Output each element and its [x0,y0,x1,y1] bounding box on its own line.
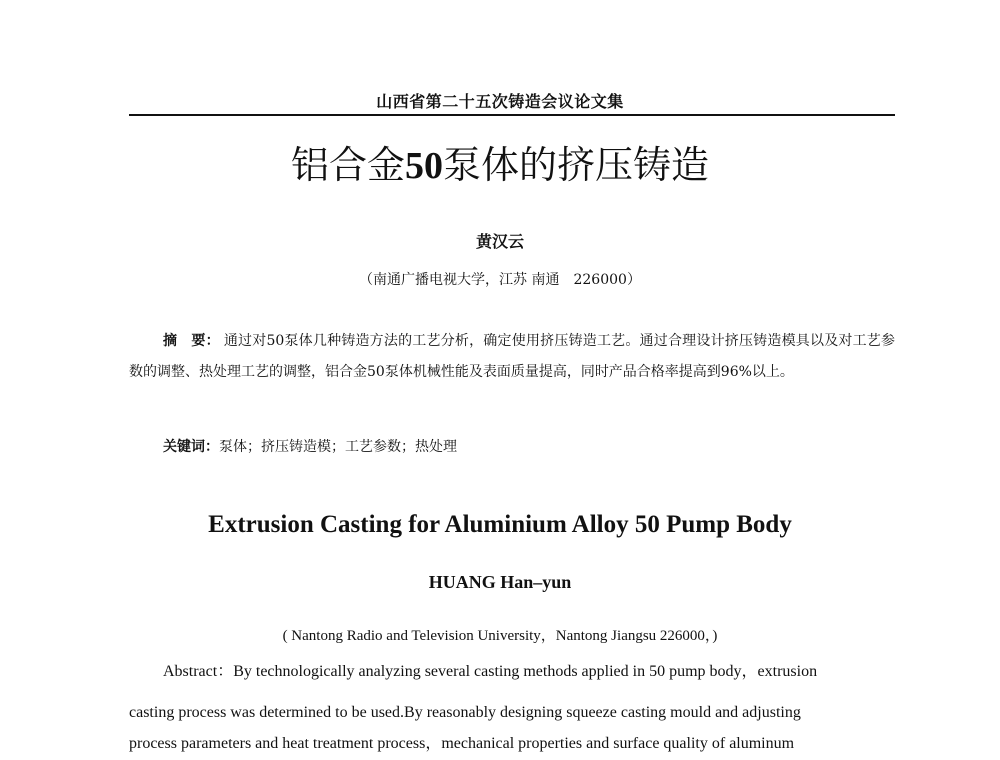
english-abstract [129,656,895,759]
chinese-title-part-1: 铝合金 [290,143,405,187]
english-abstract-line: casting process was determined to be used.By reasonably designing squeeze casting mould and adjusting [129,704,801,721]
chinese-abstract-label: 摘 要： [163,333,220,349]
english-abstract-line: process parameters and heat treatment process，mechanical properties and surface quality of aluminum [129,735,795,752]
header-rule [129,114,895,116]
running-header: 山西省第二十五次铸造会议论文集 [376,92,624,111]
chinese-title-part-2: 泵体的挤压铸造 [443,143,710,187]
english-affiliation: ( Nantong Radio and Television University，Nantong Jiangsu 226000，) [282,628,718,644]
chinese-title [0,141,1000,190]
english-abstract-line: Abstract：By technologically analyzing several casting methods applied in 50 pump body，extrusion [163,663,818,680]
chinese-author: 黄汉云 [475,232,524,251]
chinese-keywords-text: 泵体；挤压铸造模；工艺参数；热处理 [219,439,457,455]
chinese-affiliation: （南通广播电视大学，江苏 南通 226000） [359,272,641,288]
chinese-keywords-label: 关键词： [163,439,219,455]
chinese-keywords [163,436,895,456]
english-title: Extrusion Casting for Aluminium Alloy 50 Pump Body [208,511,792,538]
chinese-title-number: 50 [405,145,443,187]
chinese-abstract-text: 通过对50泵体几种铸造方法的工艺分析，确定使用挤压铸造工艺。通过合理设计挤压铸造模具以及对工艺参数的调整、热处理工艺的调整，铝合金50泵体机械性能及表面质量提高，同时产品合格率提高到96%以上。 [129,333,896,380]
chinese-abstract [129,326,895,388]
english-author: HUANG Han–yun [428,572,572,592]
